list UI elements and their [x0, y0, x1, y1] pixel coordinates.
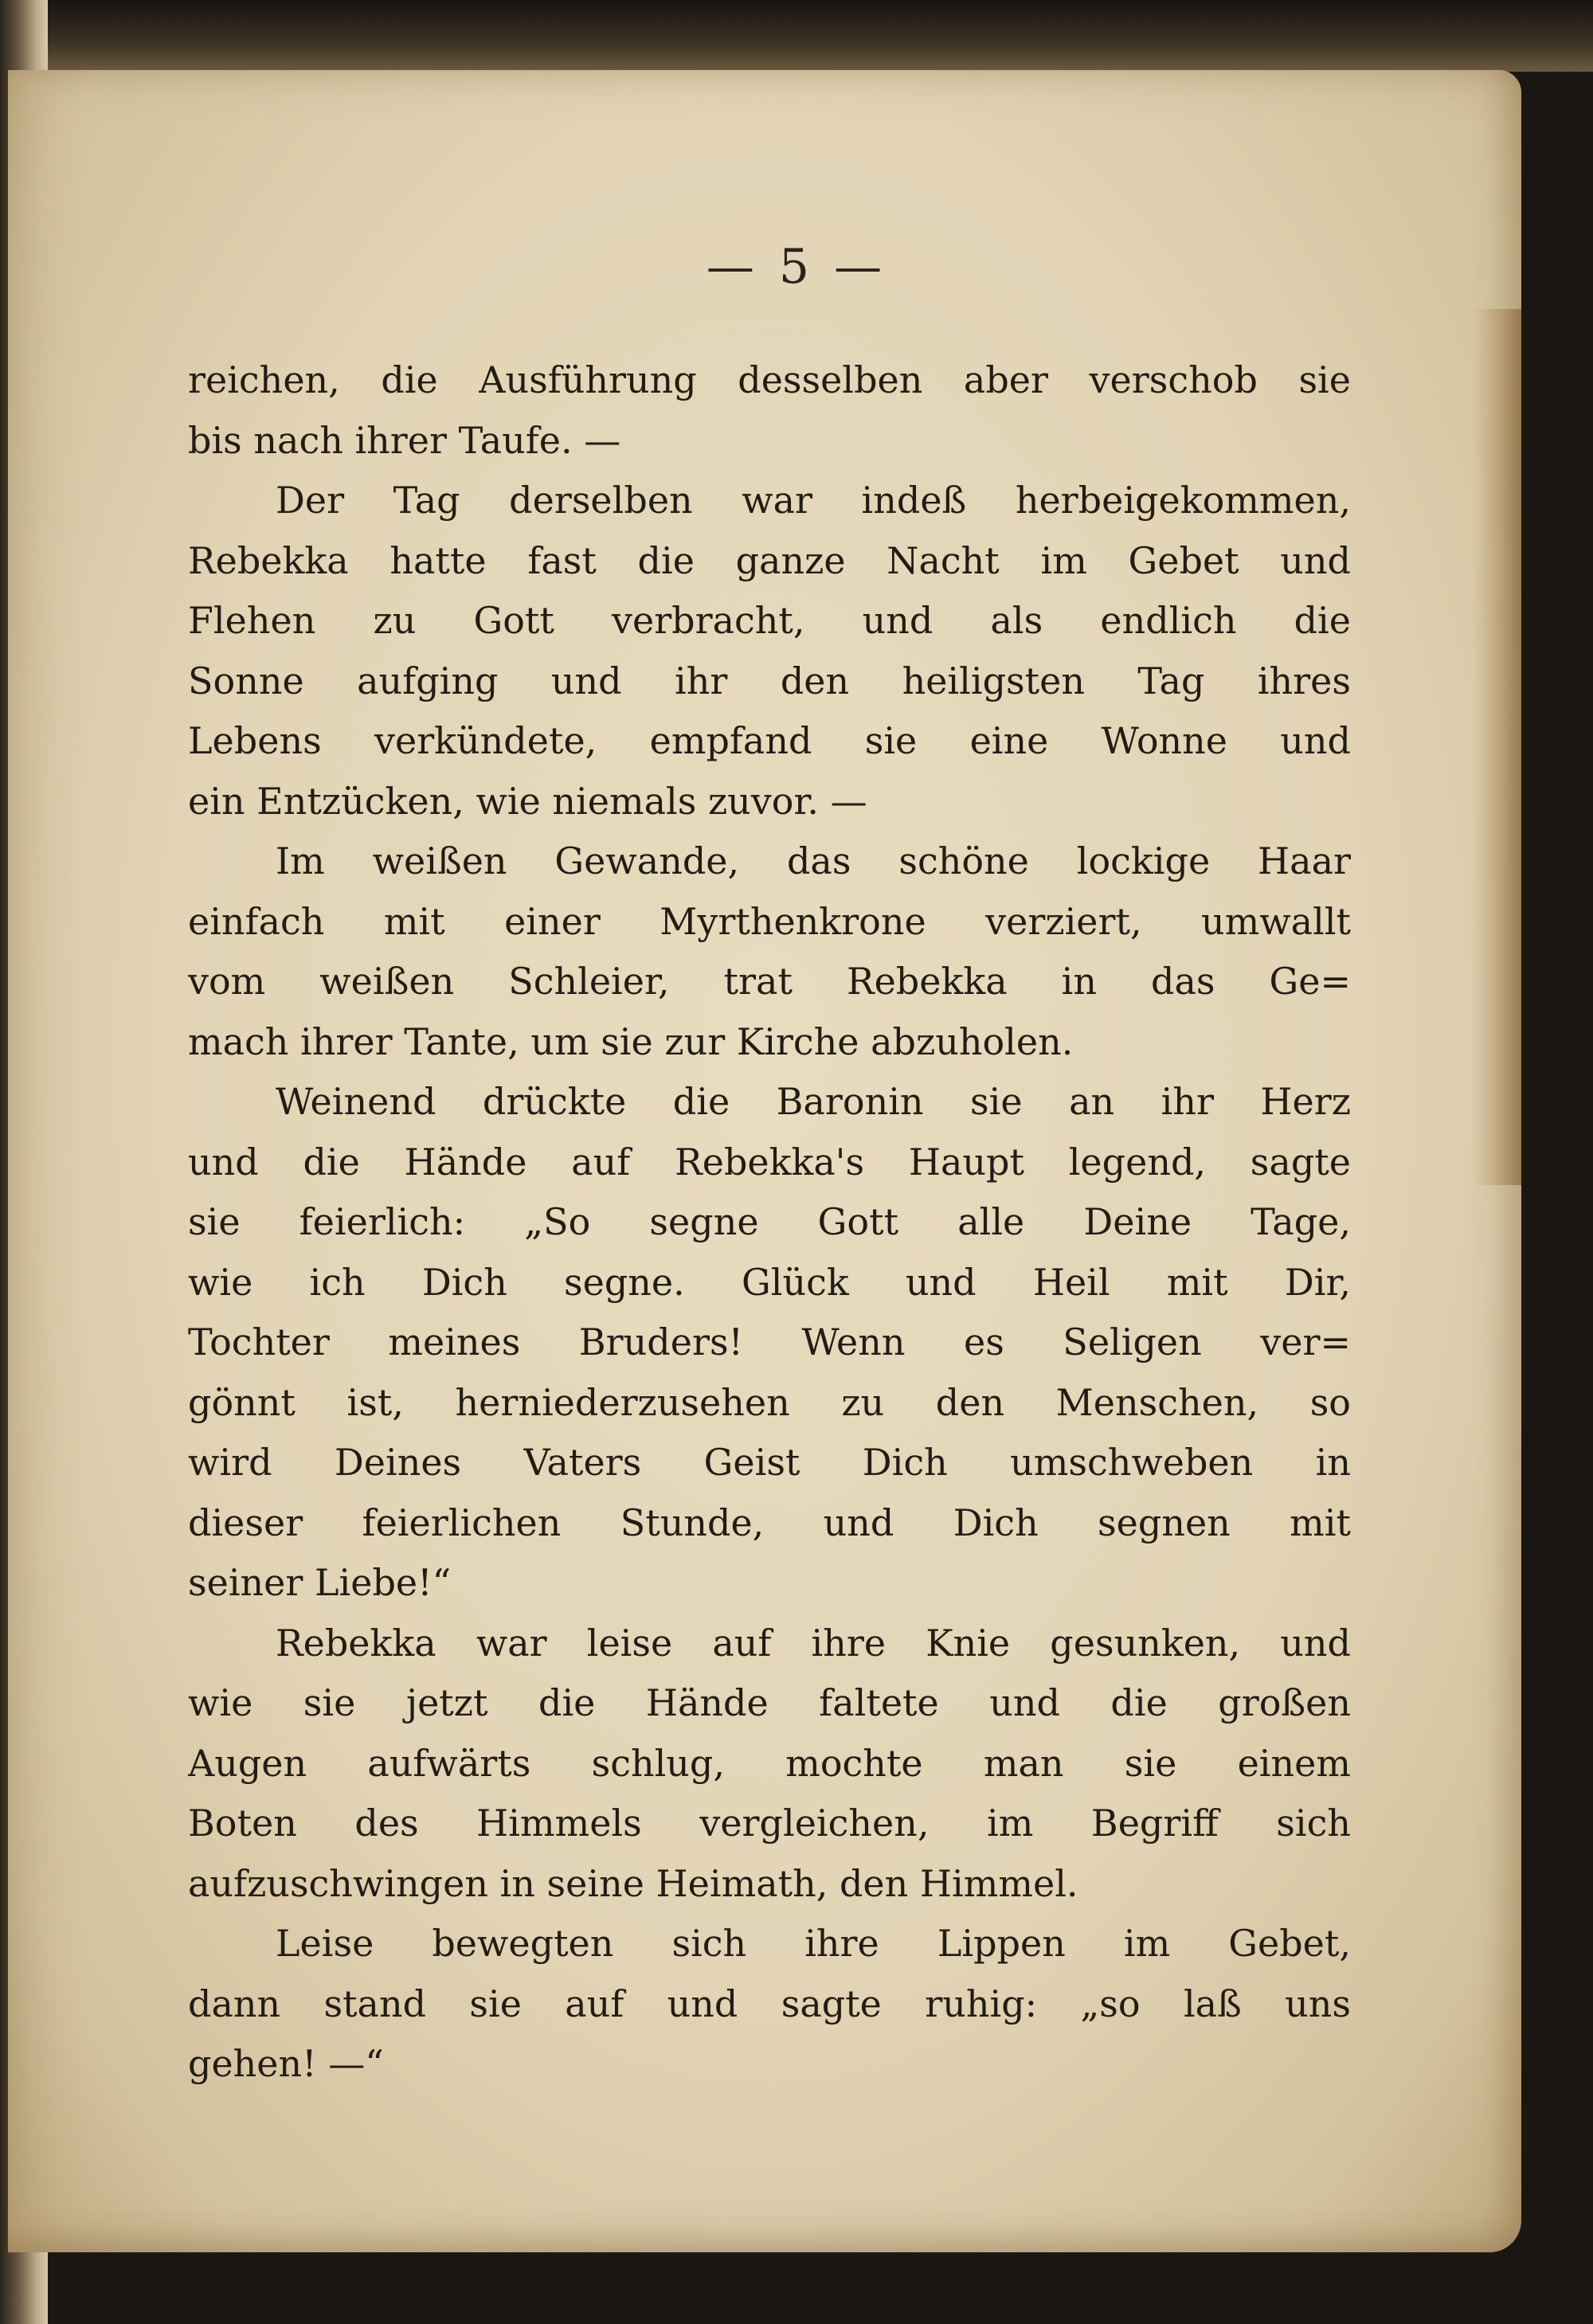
text-line: dann stand sie auf und sagte ruhig: „so laß uns: [188, 1982, 1351, 2025]
text-line: Augen aufwärts schlug, mochte man sie einem: [188, 1741, 1351, 1785]
text-line: vom weißen Schleier, trat Rebekka in das Ge=: [188, 960, 1351, 1003]
text-line: wie ich Dich segne. Glück und Heil mit Dir,: [188, 1260, 1351, 1304]
text-line: bis nach ihrer Taufe. —: [188, 418, 621, 462]
text-line: Boten des Himmels vergleichen, im Begriff sich: [188, 1802, 1351, 1845]
text-line: reichen, die Ausführung desselben aber verschob sie: [188, 358, 1351, 401]
text-line: Im weißen Gewande, das schöne lockige Haar: [276, 839, 1351, 882]
text-line: wie sie jetzt die Hände faltete und die großen: [188, 1681, 1351, 1724]
text-line: Tochter meines Bruders! Wenn es Seligen ver=: [188, 1320, 1351, 1363]
page-edge-stain: [1474, 309, 1521, 1185]
text-line: Leise bewegten sich ihre Lippen im Gebet,: [276, 1922, 1351, 1965]
text-line: seiner Liebe!“: [188, 1561, 452, 1604]
text-line: Flehen zu Gott verbracht, und als endlich die: [188, 599, 1351, 642]
text-line: gehen! —“: [188, 2042, 384, 2085]
body-text: [188, 350, 1351, 2095]
text-line: sie feierlich: „So segne Gott alle Deine Tage,: [188, 1200, 1351, 1243]
text-line: aufzuschwingen in seine Heimath, den Himmel.: [188, 1861, 1078, 1905]
text-line: ein Entzücken, wie niemals zuvor. —: [188, 779, 867, 823]
text-line: Rebekka hatte fast die ganze Nacht im Gebet und: [188, 538, 1351, 582]
text-line: einfach mit einer Myrthenkrone verziert, umwallt: [188, 899, 1351, 943]
text-line: Sonne aufging und ihr den heiligsten Tag ihres: [188, 659, 1351, 702]
text-line: gönnt ist, herniederzusehen zu den Menschen, so: [188, 1380, 1351, 1424]
text-line: Weinend drückte die Baronin sie an ihr Herz: [276, 1080, 1351, 1123]
text-line: mach ihrer Tante, um sie zur Kirche abzuholen.: [188, 1019, 1074, 1063]
text-line: Der Tag derselben war indeß herbeigekommen,: [276, 479, 1351, 522]
book-cover-top-edge: [0, 0, 1593, 72]
text-line: dieser feierlichen Stunde, und Dich segnen mit: [188, 1500, 1351, 1544]
page-number: — 5 —: [706, 239, 887, 295]
text-line: Lebens verkündete, empfand sie eine Wonne und: [188, 719, 1351, 762]
text-line: und die Hände auf Rebekka's Haupt legend, sagte: [188, 1140, 1351, 1184]
text-line: wird Deines Vaters Geist Dich umschweben in: [188, 1441, 1351, 1484]
text-line: Rebekka war leise auf ihre Knie gesunken, und: [276, 1621, 1351, 1665]
